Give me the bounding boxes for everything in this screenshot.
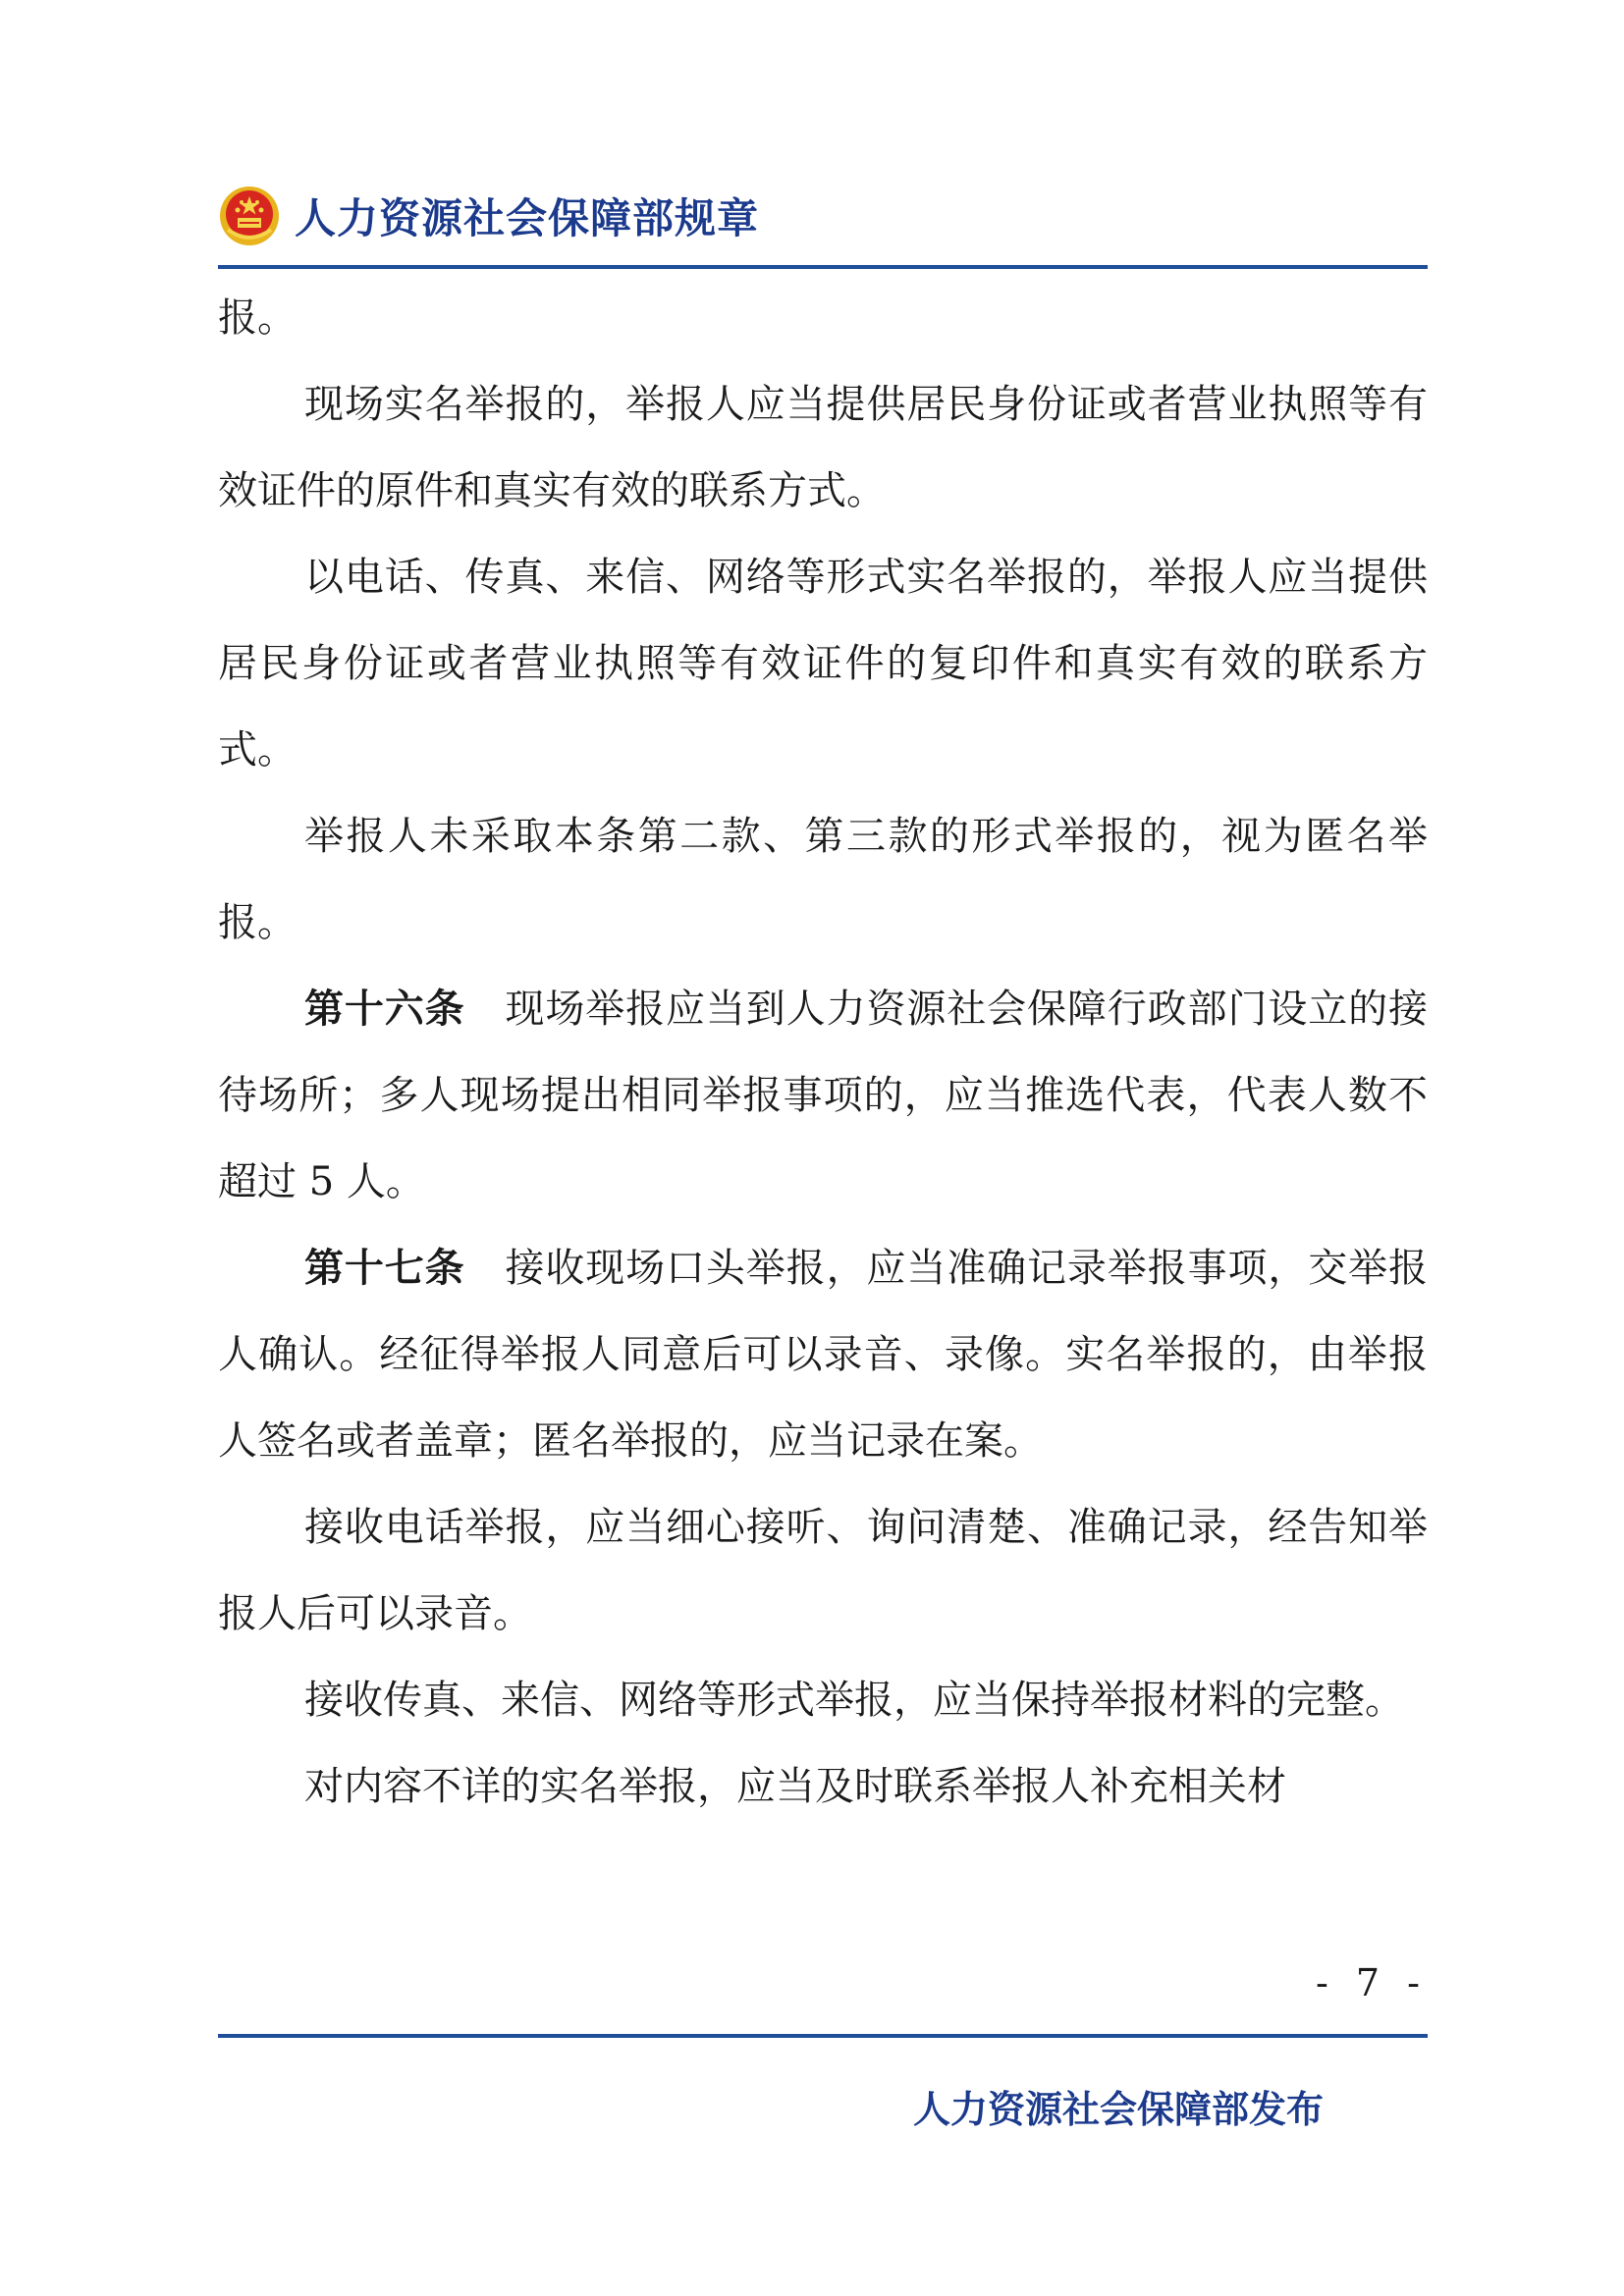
paragraph: 举报人未采取本条第二款、第三款的形式举报的，视为匿名举报。 [218, 814, 1428, 945]
article-16-label: 第十六条 [304, 987, 465, 1032]
page-number: - 7 - [1315, 1961, 1428, 2004]
national-emblem-icon [218, 185, 281, 247]
footer-divider [218, 2034, 1428, 2038]
header-title: 人力资源社会保障部规章 [295, 194, 760, 242]
article-17-label: 第十七条 [304, 1246, 465, 1291]
article-17-text: 接收现场口头举报，应当准确记录举报事项，交举报人确认。经征得举报人同意后可以录音、录像。实名举报的，由举报人签名或者盖章；匿名举报的，应当记录在案。 [218, 1246, 1429, 1464]
footer-publisher: 人力资源社会保障部发布 [913, 2088, 1325, 2131]
header-divider [218, 265, 1428, 269]
paragraph: 接收传真、来信、网络等形式举报，应当保持举报材料的完整。 [304, 1678, 1404, 1723]
paragraph: 现场实名举报的，举报人应当提供居民身份证或者营业执照等有效证件的原件和真实有效的联系方式。 [218, 382, 1428, 513]
article-17 [218, 1225, 1428, 1484]
paragraph: 接收电话举报，应当细心接听、询问清楚、准确记录，经告知举报人后可以录音。 [218, 1505, 1428, 1636]
article-16-text: 现场举报应当到人力资源社会保障行政部门设立的接待场所；多人现场提出相同举报事项的，应当推选代表，代表人数不超过 5 人。 [218, 987, 1429, 1204]
document-body [218, 275, 1428, 1830]
paragraph: 对内容不详的实名举报，应当及时联系举报人补充相关材 [304, 1764, 1286, 1809]
page-header [218, 177, 759, 255]
article-16 [218, 966, 1428, 1225]
paragraph: 报。 [218, 295, 297, 341]
paragraph: 以电话、传真、来信、网络等形式实名举报的，举报人应当提供居民身份证或者营业执照等有效证件的复印件和真实有效的联系方式。 [218, 555, 1428, 773]
